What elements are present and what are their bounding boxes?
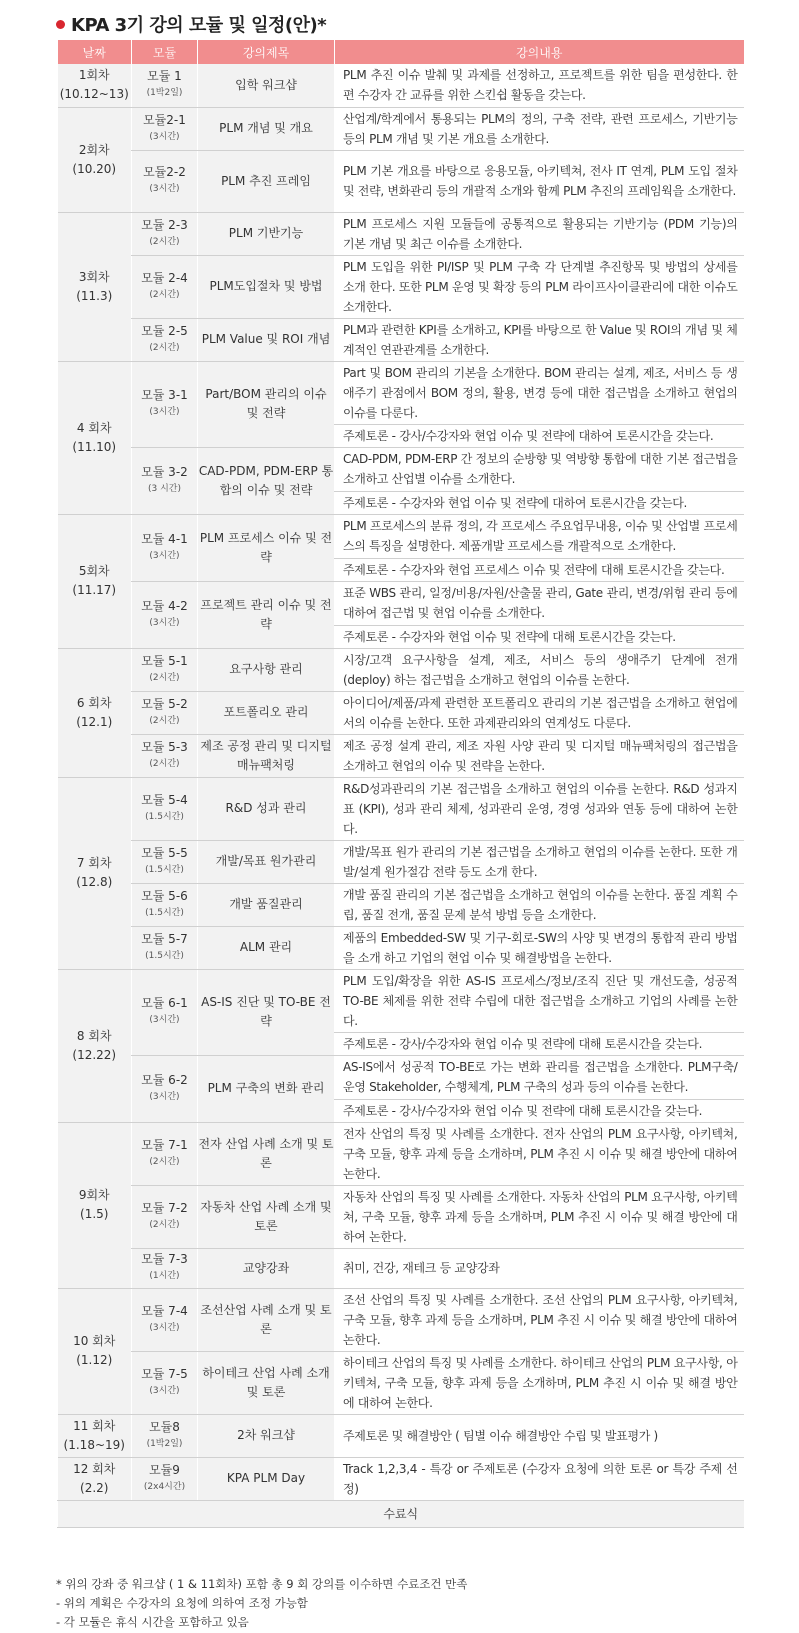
- page-title-text: KPA 3기 강의 모듈 및 일정(안)*: [71, 15, 327, 36]
- lecture-content-cell: 주제토론 - 수강자와 현업 프로세스 이슈 및 전략에 대해 토론시간을 갖는다.: [335, 558, 744, 581]
- lecture-content-cell: Track 1,2,3,4 - 특강 or 주제토론 (수강자 요청에 의한 토론 or 특강 주제 선정): [335, 1457, 744, 1500]
- module-duration: (3시간): [149, 550, 180, 561]
- table-row: [58, 648, 744, 691]
- module-cell: [132, 514, 198, 581]
- lecture-title-cell: 하이테크 산업 사례 소개 및 토론: [198, 1351, 335, 1414]
- module-duration: (3 시간): [148, 483, 181, 494]
- module-name: 모듈 7-1: [141, 1137, 188, 1152]
- table-row: [58, 777, 744, 840]
- lecture-content-cell: 아이디어/제품/과제 관련한 포트폴리오 관리의 기본 접근법을 소개하고 현업에서의 이슈를 논한다. 또한 과제관리와의 연계성도 다룬다.: [335, 691, 744, 734]
- module-cell: [132, 1457, 198, 1500]
- table-row: [58, 1288, 744, 1351]
- lecture-content-cell: 주제토론 - 수강자와 현업 이슈 및 전략에 대해 토론시간을 갖는다.: [335, 625, 744, 648]
- lecture-content-cell: 조선 산업의 특징 및 사례를 소개한다. 조선 산업의 PLM 요구사항, 아키텍쳐, 구축 모듈, 향후 과제 등을 소개하며, PLM 추진 시 이슈 및 해결 방안에 대하여 논한다.: [335, 1288, 744, 1351]
- header-module: 모듈: [132, 40, 198, 64]
- table-row: [58, 107, 744, 150]
- lecture-content-cell: PLM 기본 개요를 바탕으로 응용모듈, 아키텍쳐, 전사 IT 연계, PLM 도입 절차 및 전략, 변화관리 등의 개괄적 소개와 함께 PLM 추진의 프레임웍을 소개한다.: [335, 150, 744, 212]
- lecture-title-cell: PLM 프로세스 이슈 및 전략: [198, 514, 335, 581]
- table-row: [58, 255, 744, 318]
- module-name: 모듈 2-5: [141, 323, 188, 338]
- date-cell: [58, 1122, 132, 1288]
- module-name: 모듈 1: [147, 69, 182, 84]
- date-cell: [58, 648, 132, 777]
- table-row: [58, 1055, 744, 1099]
- module-name: 모듈 6-1: [141, 996, 188, 1010]
- note-line: - 각 모듈은 휴식 시간을 포함하고 있음: [56, 1615, 249, 1629]
- table-row: [58, 1414, 744, 1457]
- module-name: 모듈 5-5: [141, 845, 188, 860]
- table-row: [58, 150, 744, 212]
- lecture-title-cell: AS-IS 진단 및 TO-BE 전략: [198, 969, 335, 1055]
- module-name: 모듈 5-1: [141, 653, 188, 668]
- module-cell: [132, 1288, 198, 1351]
- module-duration: (1시간): [149, 1271, 180, 1281]
- module-cell: [132, 1414, 198, 1457]
- lecture-content-cell: 주제토론 및 해결방안 ( 팀별 이슈 해결방안 수립 및 발표평가 ): [335, 1414, 744, 1457]
- module-duration: (1박2일): [146, 1438, 183, 1449]
- date-line: (12.22): [72, 1047, 117, 1062]
- date-cell: [58, 212, 132, 361]
- table-row: [58, 1122, 744, 1185]
- lecture-title-cell: PLM 기반기능: [198, 212, 335, 255]
- lecture-content-cell: PLM 도입을 위한 PI/ISP 및 PLM 구축 각 단계별 추진항목 및 방법의 상세를 소개 한다. 또한 PLM 운영 및 확장 등의 PLM 라이프사이클관리에 대한 이슈도 소개한다.: [335, 255, 744, 318]
- module-duration: (2시간): [149, 236, 180, 247]
- date-line: (1.5): [80, 1207, 109, 1221]
- lecture-title-cell: R&D 성과 관리: [198, 777, 335, 840]
- module-name: 모듈 7-2: [141, 1200, 188, 1215]
- module-name: 모듈 5-6: [141, 888, 188, 903]
- table-row: [58, 1457, 744, 1500]
- bullet-dot-icon: [56, 20, 65, 29]
- module-duration: (1.5시간): [145, 907, 184, 918]
- lecture-title-cell: PLM 구축의 변화 관리: [198, 1055, 335, 1122]
- module-name: 모듈8: [149, 1419, 180, 1434]
- date-line: (2.2): [80, 1480, 109, 1495]
- lecture-content-cell: Part 및 BOM 관리의 기본을 소개한다. BOM 관리는 설계, 제조, 서비스 등 생애주기 관점에서 BOM 정의, 활용, 변경 등에 대한 접근법을 소개하고 현업의 이슈를 다룬다.: [335, 361, 744, 424]
- lecture-content-cell: PLM 프로세스 지원 모듈들에 공통적으로 활용되는 기반기능 (PDM 기능)의 기본 개념 및 최근 이슈를 소개한다.: [335, 212, 744, 255]
- module-name: 모듈 3-1: [141, 388, 188, 402]
- table-row: [58, 926, 744, 969]
- lecture-content-cell: 주제토론 - 수강자와 현업 이슈 및 전략에 대하여 토론시간을 갖는다.: [335, 491, 744, 514]
- date-cell: [58, 107, 132, 212]
- lecture-title-cell: 자동차 산업 사례 소개 및 토론: [198, 1185, 335, 1248]
- table-row: [58, 1248, 744, 1288]
- lecture-title-cell: 프로젝트 관리 이슈 및 전략: [198, 581, 335, 648]
- table-row: [58, 212, 744, 255]
- lecture-title-cell: Part/BOM 관리의 이슈 및 전략: [198, 361, 335, 447]
- module-name: 모듈 3-2: [141, 464, 188, 479]
- table-row: [58, 514, 744, 558]
- table-header-row: [58, 40, 744, 64]
- module-name: 모듈 5-4: [141, 792, 188, 807]
- module-duration: (3시간): [149, 1322, 180, 1333]
- module-duration: (3시간): [149, 1091, 180, 1102]
- module-cell: [132, 212, 198, 255]
- schedule-body: [58, 64, 744, 1527]
- module-cell: [132, 1248, 198, 1288]
- module-duration: (1.5시간): [145, 950, 184, 961]
- module-cell: [132, 1351, 198, 1414]
- date-line: (11.10): [72, 439, 117, 454]
- date-cell: [58, 1457, 132, 1500]
- lecture-content-cell: CAD-PDM, PDM-ERP 간 정보의 순방향 및 역방향 통합에 대한 기본 접근법을 소개하고 산업별 이슈를 소개한다.: [335, 447, 744, 491]
- date-line: 10 회차: [73, 1334, 116, 1348]
- date-line: 11 회차: [73, 1418, 116, 1433]
- note-line: - 위의 계획은 수강자의 요청에 의하여 조정 가능함: [56, 1596, 308, 1610]
- lecture-title-cell: 교양강좌: [198, 1248, 335, 1288]
- module-cell: [132, 691, 198, 734]
- date-line: 1회차: [78, 68, 110, 83]
- module-cell: [132, 318, 198, 361]
- module-cell: [132, 1055, 198, 1122]
- date-line: (1.12): [76, 1353, 113, 1367]
- module-cell: [132, 1122, 198, 1185]
- module-cell: [132, 777, 198, 840]
- date-line: 3회차: [78, 269, 110, 284]
- table-row: [58, 361, 744, 424]
- module-name: 모듈2-1: [143, 112, 186, 127]
- module-cell: [132, 926, 198, 969]
- module-duration: (3시간): [149, 131, 180, 142]
- module-duration: (1.5시간): [145, 811, 184, 822]
- module-cell: [132, 840, 198, 883]
- lecture-title-cell: PLM 개념 및 개요: [198, 107, 335, 150]
- date-cell: [58, 1288, 132, 1414]
- module-name: 모듈 4-1: [141, 531, 188, 546]
- lecture-content-cell: 시장/고객 요구사항을 설계, 제조, 서비스 등의 생애주기 단계에 전개 (deploy) 하는 접근법을 소개하고 현업의 이슈를 논한다.: [335, 648, 744, 691]
- date-cell: [58, 969, 132, 1122]
- date-cell: [58, 361, 132, 514]
- lecture-content-cell: 전자 산업의 특징 및 사례를 소개한다. 전자 산업의 PLM 요구사항, 아키텍쳐, 구축 모듈, 향후 과제 등을 소개하며, PLM 추진 시 이슈 및 해결 방안에 대하여 논한다.: [335, 1122, 744, 1185]
- schedule-table: [57, 40, 744, 1528]
- date-line: (12.8): [76, 875, 113, 889]
- lecture-content-cell: R&D성과관리의 기본 접근법을 소개하고 현업의 이슈를 논한다. R&D 성과지표 (KPI), 성과 관리 체제, 성과관리 운영, 경영 성과와 연동 등에 대하여 논한다.: [335, 777, 744, 840]
- table-row: [58, 581, 744, 625]
- module-cell: [132, 648, 198, 691]
- table-row: [58, 447, 744, 491]
- module-duration: (2시간): [149, 672, 180, 683]
- module-duration: (3시간): [149, 1385, 180, 1396]
- module-duration: (2시간): [149, 1219, 180, 1230]
- module-cell: [132, 255, 198, 318]
- lecture-content-cell: 하이테크 산업의 특징 및 사례를 소개한다. 하이테크 산업의 PLM 요구사항, 아키텍쳐, 구축 모듈, 향후 과제 등을 소개하며, PLM 추진 시 이슈 및 해결 방안에 대하여 논한다.: [335, 1351, 744, 1414]
- lecture-content-cell: 자동차 산업의 특징 및 사례를 소개한다. 자동차 산업의 PLM 요구사항, 아키텍쳐, 구축 모듈, 향후 과제 등을 소개하며, PLM 추진 시 이슈 및 해결 방안에 대하여 논한다.: [335, 1185, 744, 1248]
- header-content: 강의내용: [335, 40, 744, 64]
- date-line: (10.12~13): [59, 87, 129, 102]
- module-name: 모듈 5-2: [141, 696, 188, 711]
- module-name: 모듈 5-7: [141, 931, 188, 946]
- lecture-title-cell: PLM Value 및 ROI 개념: [198, 318, 335, 361]
- module-duration: (3시간): [149, 184, 180, 194]
- table-row: [58, 1351, 744, 1414]
- module-name: 모듈2-2: [143, 165, 186, 179]
- lecture-content-cell: 표준 WBS 관리, 일정/비용/자원/산출물 관리, Gate 관리, 변경/위험 관리 등에 대하여 접근법 및 현업 이슈를 소개한다.: [335, 581, 744, 625]
- lecture-content-cell: AS-IS에서 성공적 TO-BE로 가는 변화 관리를 접근법을 소개한다. PLM구축/운영 Stakeholder, 수행체계, PLM 구축의 성과 등의 이슈를 논한다.: [335, 1055, 744, 1099]
- lecture-content-cell: 제조 공정 설계 관리, 제조 자원 사양 관리 및 디지털 매뉴팩처링의 접근법을 소개하고 현업의 이슈 및 전략을 논한다.: [335, 734, 744, 777]
- date-line: (12.1): [76, 714, 113, 729]
- date-cell: [58, 777, 132, 969]
- table-row: [58, 840, 744, 883]
- module-name: 모듈 2-4: [141, 270, 188, 285]
- lecture-title-cell: 2차 워크샵: [198, 1414, 335, 1457]
- lecture-content-cell: PLM 도입/확장을 위한 AS-IS 프로세스/정보/조직 진단 및 개선도출, 성공적 TO-BE 체제를 위한 전략 수립에 대한 접근법을 소개하고 기업의 사례를 논한다.: [335, 969, 744, 1032]
- date-line: 2회차: [78, 142, 110, 157]
- module-name: 모듈9: [149, 1462, 180, 1477]
- lecture-title-cell: ALM 관리: [198, 926, 335, 969]
- date-line: 5회차: [78, 564, 110, 578]
- lecture-title-cell: CAD-PDM, PDM-ERP 통합의 이슈 및 전략: [198, 447, 335, 514]
- lecture-content-cell: 주제토론 - 강사/수강자와 현업 이슈 및 전략에 대해 토론시간을 갖는다.: [335, 1099, 744, 1122]
- module-duration: (3시간): [149, 1015, 180, 1025]
- table-row: [58, 883, 744, 926]
- table-row: [58, 691, 744, 734]
- date-line: (10.20): [72, 161, 117, 176]
- lecture-title-cell: KPA PLM Day: [198, 1457, 335, 1500]
- lecture-title-cell: 조선산업 사례 소개 및 토론: [198, 1288, 335, 1351]
- module-cell: [132, 107, 198, 150]
- date-cell: [58, 514, 132, 648]
- lecture-content-cell: 산업계/학계에서 통용되는 PLM의 정의, 구축 전략, 관련 프로세스, 기반기능 등의 PLM 개념 및 기본 개요를 소개한다.: [335, 107, 744, 150]
- module-cell: [132, 734, 198, 777]
- module-cell: [132, 361, 198, 447]
- table-row: [58, 64, 744, 107]
- table-row: [58, 1185, 744, 1248]
- module-name: 모듈 7-3: [141, 1252, 188, 1266]
- lecture-title-cell: PLM도입절차 및 방법: [198, 255, 335, 318]
- module-name: 모듈 7-5: [141, 1366, 188, 1381]
- header-date: 날짜: [58, 40, 132, 64]
- module-duration: (1박2일): [146, 88, 183, 99]
- table-row: [58, 969, 744, 1032]
- header-title: 강의제목: [198, 40, 335, 64]
- module-cell: [132, 883, 198, 926]
- date-line: 7 회차: [76, 856, 112, 870]
- module-duration: (2시간): [149, 758, 180, 769]
- module-cell: [132, 150, 198, 212]
- footer-row: [58, 1500, 744, 1527]
- note-line: * 위의 강좌 중 워크샵 ( 1 & 11회차) 포함 총 9 회 강의를 이수하면 수료조건 만족: [56, 1577, 468, 1591]
- lecture-content-cell: PLM 추진 이슈 발췌 및 과제를 선정하고, 프로젝트를 위한 팀을 편성한다. 한편 수강자 간 교류를 위한 스킨쉽 활동을 갖는다.: [335, 64, 744, 107]
- lecture-content-cell: 개발 품질 관리의 기본 접근법을 소개하고 현업의 이슈를 논한다. 품질 계획 수립, 품질 전개, 품질 문제 분석 방법 등을 소개한다.: [335, 883, 744, 926]
- date-line: 12 회차: [73, 1461, 116, 1476]
- lecture-title-cell: 요구사항 관리: [198, 648, 335, 691]
- module-cell: [132, 447, 198, 514]
- date-line: 9회차: [78, 1188, 110, 1202]
- module-duration: (3시간): [149, 617, 180, 628]
- lecture-content-cell: 개발/목표 원가 관리의 기본 접근법을 소개하고 현업의 이슈를 논한다. 또한 개발/설계 원가절감 전략 등도 소개 한다.: [335, 840, 744, 883]
- module-cell: [132, 64, 198, 107]
- module-name: 모듈 2-3: [141, 217, 188, 232]
- date-cell: [58, 1414, 132, 1457]
- module-duration: (3시간): [149, 407, 180, 417]
- date-line: (1.18~19): [63, 1437, 125, 1452]
- lecture-title-cell: 포트폴리오 관리: [198, 691, 335, 734]
- date-line: (11.17): [72, 583, 117, 597]
- date-line: 8 회차: [76, 1028, 112, 1043]
- table-row: [58, 734, 744, 777]
- lecture-content-cell: PLM 프로세스의 분류 정의, 각 프로세스 주요업무내용, 이슈 및 산업별 프로세스의 특징을 설명한다. 제품개발 프로세스를 개괄적으로 소개한다.: [335, 514, 744, 558]
- lecture-title-cell: 개발/목표 원가관리: [198, 840, 335, 883]
- lecture-title-cell: 개발 품질관리: [198, 883, 335, 926]
- module-duration: (2시간): [149, 1156, 180, 1167]
- module-duration: (2시간): [149, 715, 180, 726]
- lecture-title-cell: 입학 워크샵: [198, 64, 335, 107]
- lecture-content-cell: 취미, 건강, 재테크 등 교양강좌: [335, 1248, 744, 1288]
- date-line: 4 회차: [76, 420, 112, 435]
- module-name: 모듈 4-2: [141, 598, 188, 613]
- module-cell: [132, 1185, 198, 1248]
- module-name: 모듈 5-3: [141, 739, 188, 754]
- lecture-title-cell: 전자 산업 사례 소개 및 토론: [198, 1122, 335, 1185]
- lecture-content-cell: 제품의 Embedded-SW 및 기구-회로-SW의 사양 및 변경의 통합적 관리 방법을 소개 하고 기업의 현업 이슈 및 해결방법을 논한다.: [335, 926, 744, 969]
- page-title: [56, 11, 326, 37]
- module-name: 모듈 6-2: [141, 1072, 188, 1087]
- lecture-content-cell: 주제토론 - 강사/수강자와 현업 이슈 및 전략에 대하여 토론시간을 갖는다.: [335, 424, 744, 447]
- lecture-content-cell: 주제토론 - 강사/수강자와 현업 이슈 및 전략에 대해 토론시간을 갖는다.: [335, 1032, 744, 1055]
- module-duration: (2시간): [149, 289, 180, 300]
- graduation-cell: 수료식: [58, 1500, 744, 1527]
- module-duration: (2시간): [149, 342, 180, 353]
- lecture-title-cell: 제조 공정 관리 및 디지털 매뉴팩처링: [198, 734, 335, 777]
- lecture-title-cell: PLM 추진 프레임: [198, 150, 335, 212]
- module-duration: (2x4시간): [143, 1481, 186, 1492]
- module-cell: [132, 581, 198, 648]
- module-duration: (1.5시간): [145, 864, 184, 875]
- date-line: (11.3): [76, 288, 113, 303]
- module-cell: [132, 969, 198, 1055]
- module-name: 모듈 7-4: [141, 1303, 188, 1318]
- notes: [56, 1575, 467, 1632]
- date-line: 6 회차: [76, 695, 112, 710]
- table-row: [58, 318, 744, 361]
- lecture-content-cell: PLM과 관련한 KPI를 소개하고, KPI를 바탕으로 한 Value 및 ROI의 개념 및 체계적인 연관관계를 소개한다.: [335, 318, 744, 361]
- date-cell: [58, 64, 132, 107]
